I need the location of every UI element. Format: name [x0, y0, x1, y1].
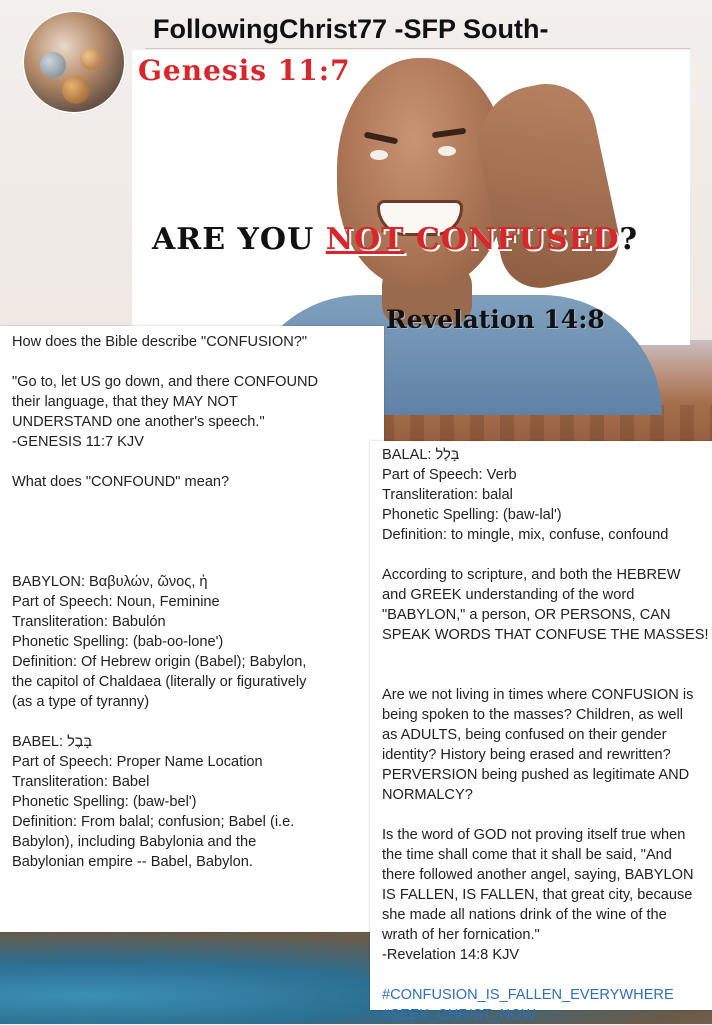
text-line: What does "CONFOUND" mean?	[12, 474, 230, 490]
blank-line	[382, 645, 712, 665]
text-line: Transliteration: Babulón	[12, 614, 166, 630]
meme-image	[132, 50, 690, 345]
text-line: Is the word of GOD not proving itself true when	[382, 827, 686, 843]
blank-line	[382, 965, 712, 985]
text-line: IS FALLEN, IS FALLEN, that great city, because	[382, 887, 693, 903]
text-line: Transliteration: balal	[382, 487, 513, 503]
text-line: and GREEK understanding of the word	[382, 587, 635, 603]
blank-line	[12, 512, 384, 532]
right-text-card	[370, 441, 712, 1023]
planet-icon	[62, 76, 90, 104]
text-line: as ADULTS, being confused on their gender	[382, 727, 667, 743]
text-line: BABYLON: Βαβυλών, ῶνος, ἡ	[12, 574, 208, 590]
text-line: -GENESIS 11:7 KJV	[12, 434, 144, 450]
text-line: Definition: From balal; confusion; Babel (i.e.	[12, 814, 295, 830]
blank-line	[382, 805, 712, 825]
text-line: Definition: to mingle, mix, confuse, confound	[382, 527, 669, 543]
text-line: being spoken to the masses? Children, as well	[382, 707, 683, 723]
meme-verse: Revelation 14:8	[386, 305, 605, 334]
text-line: BABEL: בָּבֶל	[12, 734, 93, 750]
text-line: Phonetic Spelling: (baw-lal')	[382, 507, 562, 523]
man-hand	[468, 75, 627, 296]
planet-icon	[40, 52, 66, 78]
blank-line	[382, 665, 712, 685]
hashtag-link[interactable]: #SEEK_CHRIST_NOW	[382, 1007, 536, 1023]
left-text-card	[0, 326, 384, 932]
text-line: "BABYLON," a person, OR PERSONS, CAN	[382, 607, 671, 623]
text-line: wrath of her fornication."	[382, 927, 540, 943]
text-line: identity? History being erased and rewritten?	[382, 747, 671, 763]
blank-line	[12, 552, 384, 572]
text-line: -Revelation 14:8 KJV	[382, 947, 520, 963]
caption-part: ?	[619, 222, 639, 257]
text-line: the capitol of Chaldaea (literally or figuratively	[12, 674, 307, 690]
text-line: NORMALCY?	[382, 787, 473, 803]
eye	[438, 146, 456, 156]
blank-line	[382, 545, 712, 565]
eye	[370, 150, 388, 160]
text-line: According to scripture, and both the HEBREW	[382, 567, 681, 583]
text-line: Babylon), including Babylonia and the	[12, 834, 257, 850]
caption-part: CONFUSED	[404, 222, 620, 257]
text-line: Phonetic Spelling: (bab-oo-lone')	[12, 634, 224, 650]
caption-part: ARE YOU	[152, 222, 326, 257]
text-line: "Go to, let US go down, and there CONFOUND	[12, 374, 319, 390]
meme-caption	[152, 222, 638, 257]
blank-line	[12, 352, 384, 372]
text-line: Definition: Of Hebrew origin (Babel); Babylon,	[12, 654, 307, 670]
text-line: Part of Speech: Noun, Feminine	[12, 594, 220, 610]
planet-icon	[80, 48, 102, 70]
text-line: Transliteration: Babel	[12, 774, 150, 790]
text-line: PERVERSION being pushed as legitimate AND	[382, 767, 690, 783]
text-line: How does the Bible describe "CONFUSION?"	[12, 334, 308, 350]
text-line: Part of Speech: Verb	[382, 467, 517, 483]
text-line: Babylonian empire -- Babel, Babylon.	[12, 854, 253, 870]
text-line: the time shall come that it shall be said, "And	[382, 847, 672, 863]
username[interactable]: FollowingChrist77 -SFP South-	[153, 14, 549, 44]
text-line: Part of Speech: Proper Name Location	[12, 754, 263, 770]
text-line: their language, that they MAY NOT	[12, 394, 238, 410]
blank-line	[12, 532, 384, 552]
text-line: (as a type of tyranny)	[12, 694, 150, 710]
caption-part: NOT	[325, 222, 405, 257]
text-line: BALAL: בָּלַל	[382, 447, 460, 463]
text-line: she made all nations drink of the wine of the	[382, 907, 667, 923]
avatar[interactable]	[22, 10, 126, 114]
text-line: Phonetic Spelling: (baw-bel')	[12, 794, 197, 810]
blank-line	[12, 452, 384, 472]
header-divider	[145, 48, 690, 49]
meme-title: Genesis 11:7	[138, 54, 351, 87]
text-line: SPEAK WORDS THAT CONFUSE THE MASSES!	[382, 627, 709, 643]
blank-line	[12, 712, 384, 732]
text-line: there followed another angel, saying, BABYLON	[382, 867, 694, 883]
text-line: Are we not living in times where CONFUSION is	[382, 687, 694, 703]
blank-line	[12, 492, 384, 512]
text-line: UNDERSTAND one another's speech."	[12, 414, 265, 430]
hashtag-link[interactable]: #CONFUSION_IS_FALLEN_EVERYWHERE	[382, 987, 674, 1003]
